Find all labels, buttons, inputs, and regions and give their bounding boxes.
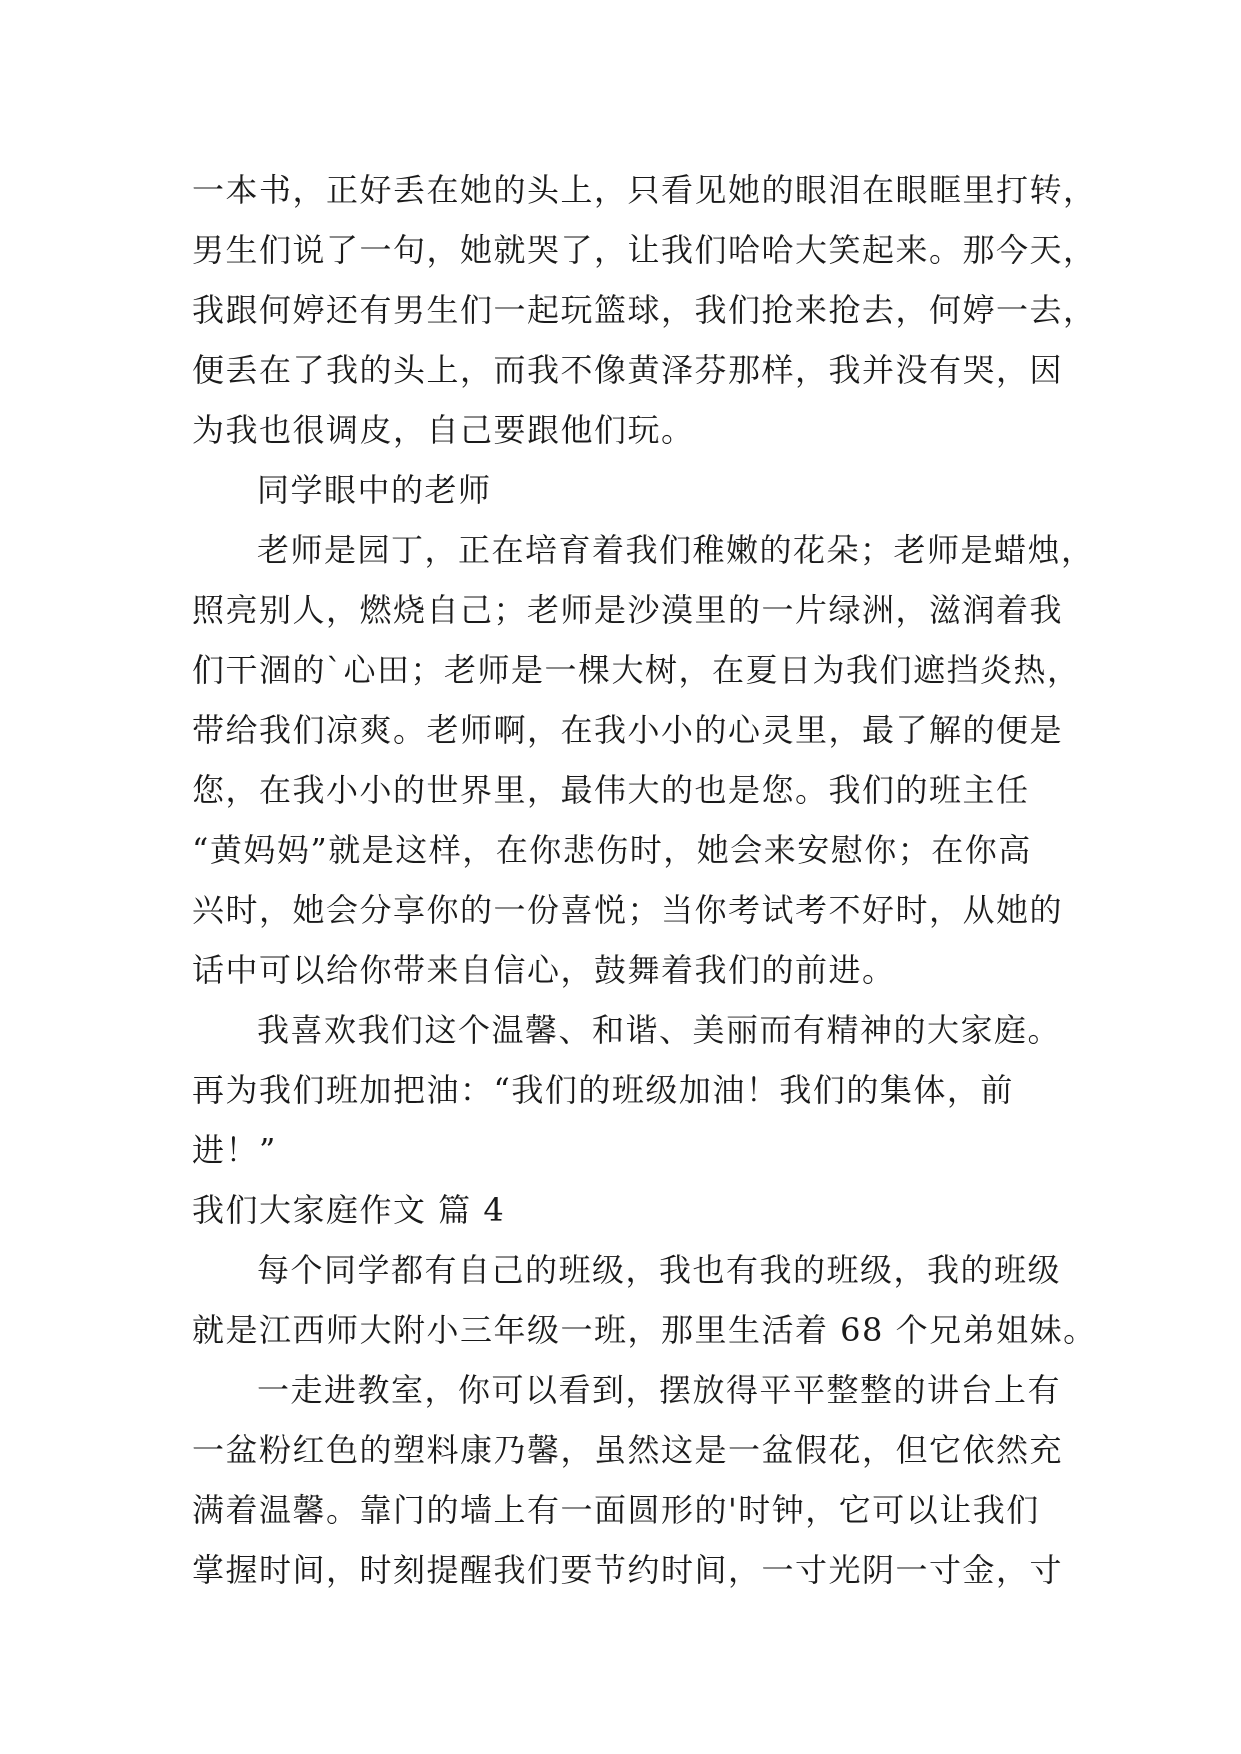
text-line: 便丢在了我的头上，而我不像黄泽芬那样，我并没有哭，因 (192, 351, 1064, 389)
text-line: 为我也很调皮，自己要跟他们玩。 (192, 411, 695, 449)
text-line: 再为我们班加把油：“我们的班级加油！我们的集体，前 (192, 1071, 1014, 1109)
text-line: 就是江西师大附小三年级一班，那里生活着 68 个兄弟姐妹。 (192, 1311, 1097, 1349)
text-line: 掌握时间，时刻提醒我们要节约时间，一寸光阴一寸金，寸 (192, 1551, 1064, 1589)
text-line: 进！” (192, 1131, 277, 1169)
text-line: 男生们说了一句，她就哭了，让我们哈哈大笑起来。那今天， (192, 231, 1097, 269)
text-line: 一走进教室，你可以看到，摆放得平平整整的讲台上有 (257, 1371, 1062, 1409)
section-title: 同学眼中的老师 (257, 471, 492, 509)
text-line: “黄妈妈”就是这样，在你悲伤时，她会来安慰你；在你高 (192, 831, 1032, 869)
text-line: 满着温馨。靠门的墙上有一面圆形的'时钟，它可以让我们 (192, 1491, 1040, 1529)
text-line: 带给我们凉爽。老师啊，在我小小的心灵里，最了解的便是 (192, 711, 1064, 749)
text-line: 一盆粉红色的塑料康乃馨，虽然这是一盆假花，但它依然充 (192, 1431, 1064, 1469)
article-heading: 我们大家庭作文 篇 4 (192, 1191, 506, 1229)
text-line: 老师是园丁，正在培育着我们稚嫩的花朵；老师是蜡烛， (257, 531, 1095, 569)
text-line: 话中可以给你带来自信心，鼓舞着我们的前进。 (192, 951, 896, 989)
text-line: 一本书，正好丢在她的头上，只看见她的眼泪在眼眶里打转， (192, 171, 1097, 209)
text-line: 我喜欢我们这个温馨、和谐、美丽而有精神的大家庭。 (257, 1011, 1062, 1049)
text-line: 每个同学都有自己的班级，我也有我的班级，我的班级 (257, 1251, 1062, 1289)
text-line: 您，在我小小的世界里，最伟大的也是您。我们的班主任 (192, 771, 1030, 809)
text-line: 我跟何婷还有男生们一起玩篮球，我们抢来抢去，何婷一去， (192, 291, 1097, 329)
text-line: 兴时，她会分享你的一份喜悦；当你考试考不好时，从她的 (192, 891, 1064, 929)
text-line: 照亮别人，燃烧自己；老师是沙漠里的一片绿洲，滋润着我 (192, 591, 1064, 629)
text-line: 们干涸的`心田；老师是一棵大树，在夏日为我们遮挡炎热， (192, 651, 1081, 689)
